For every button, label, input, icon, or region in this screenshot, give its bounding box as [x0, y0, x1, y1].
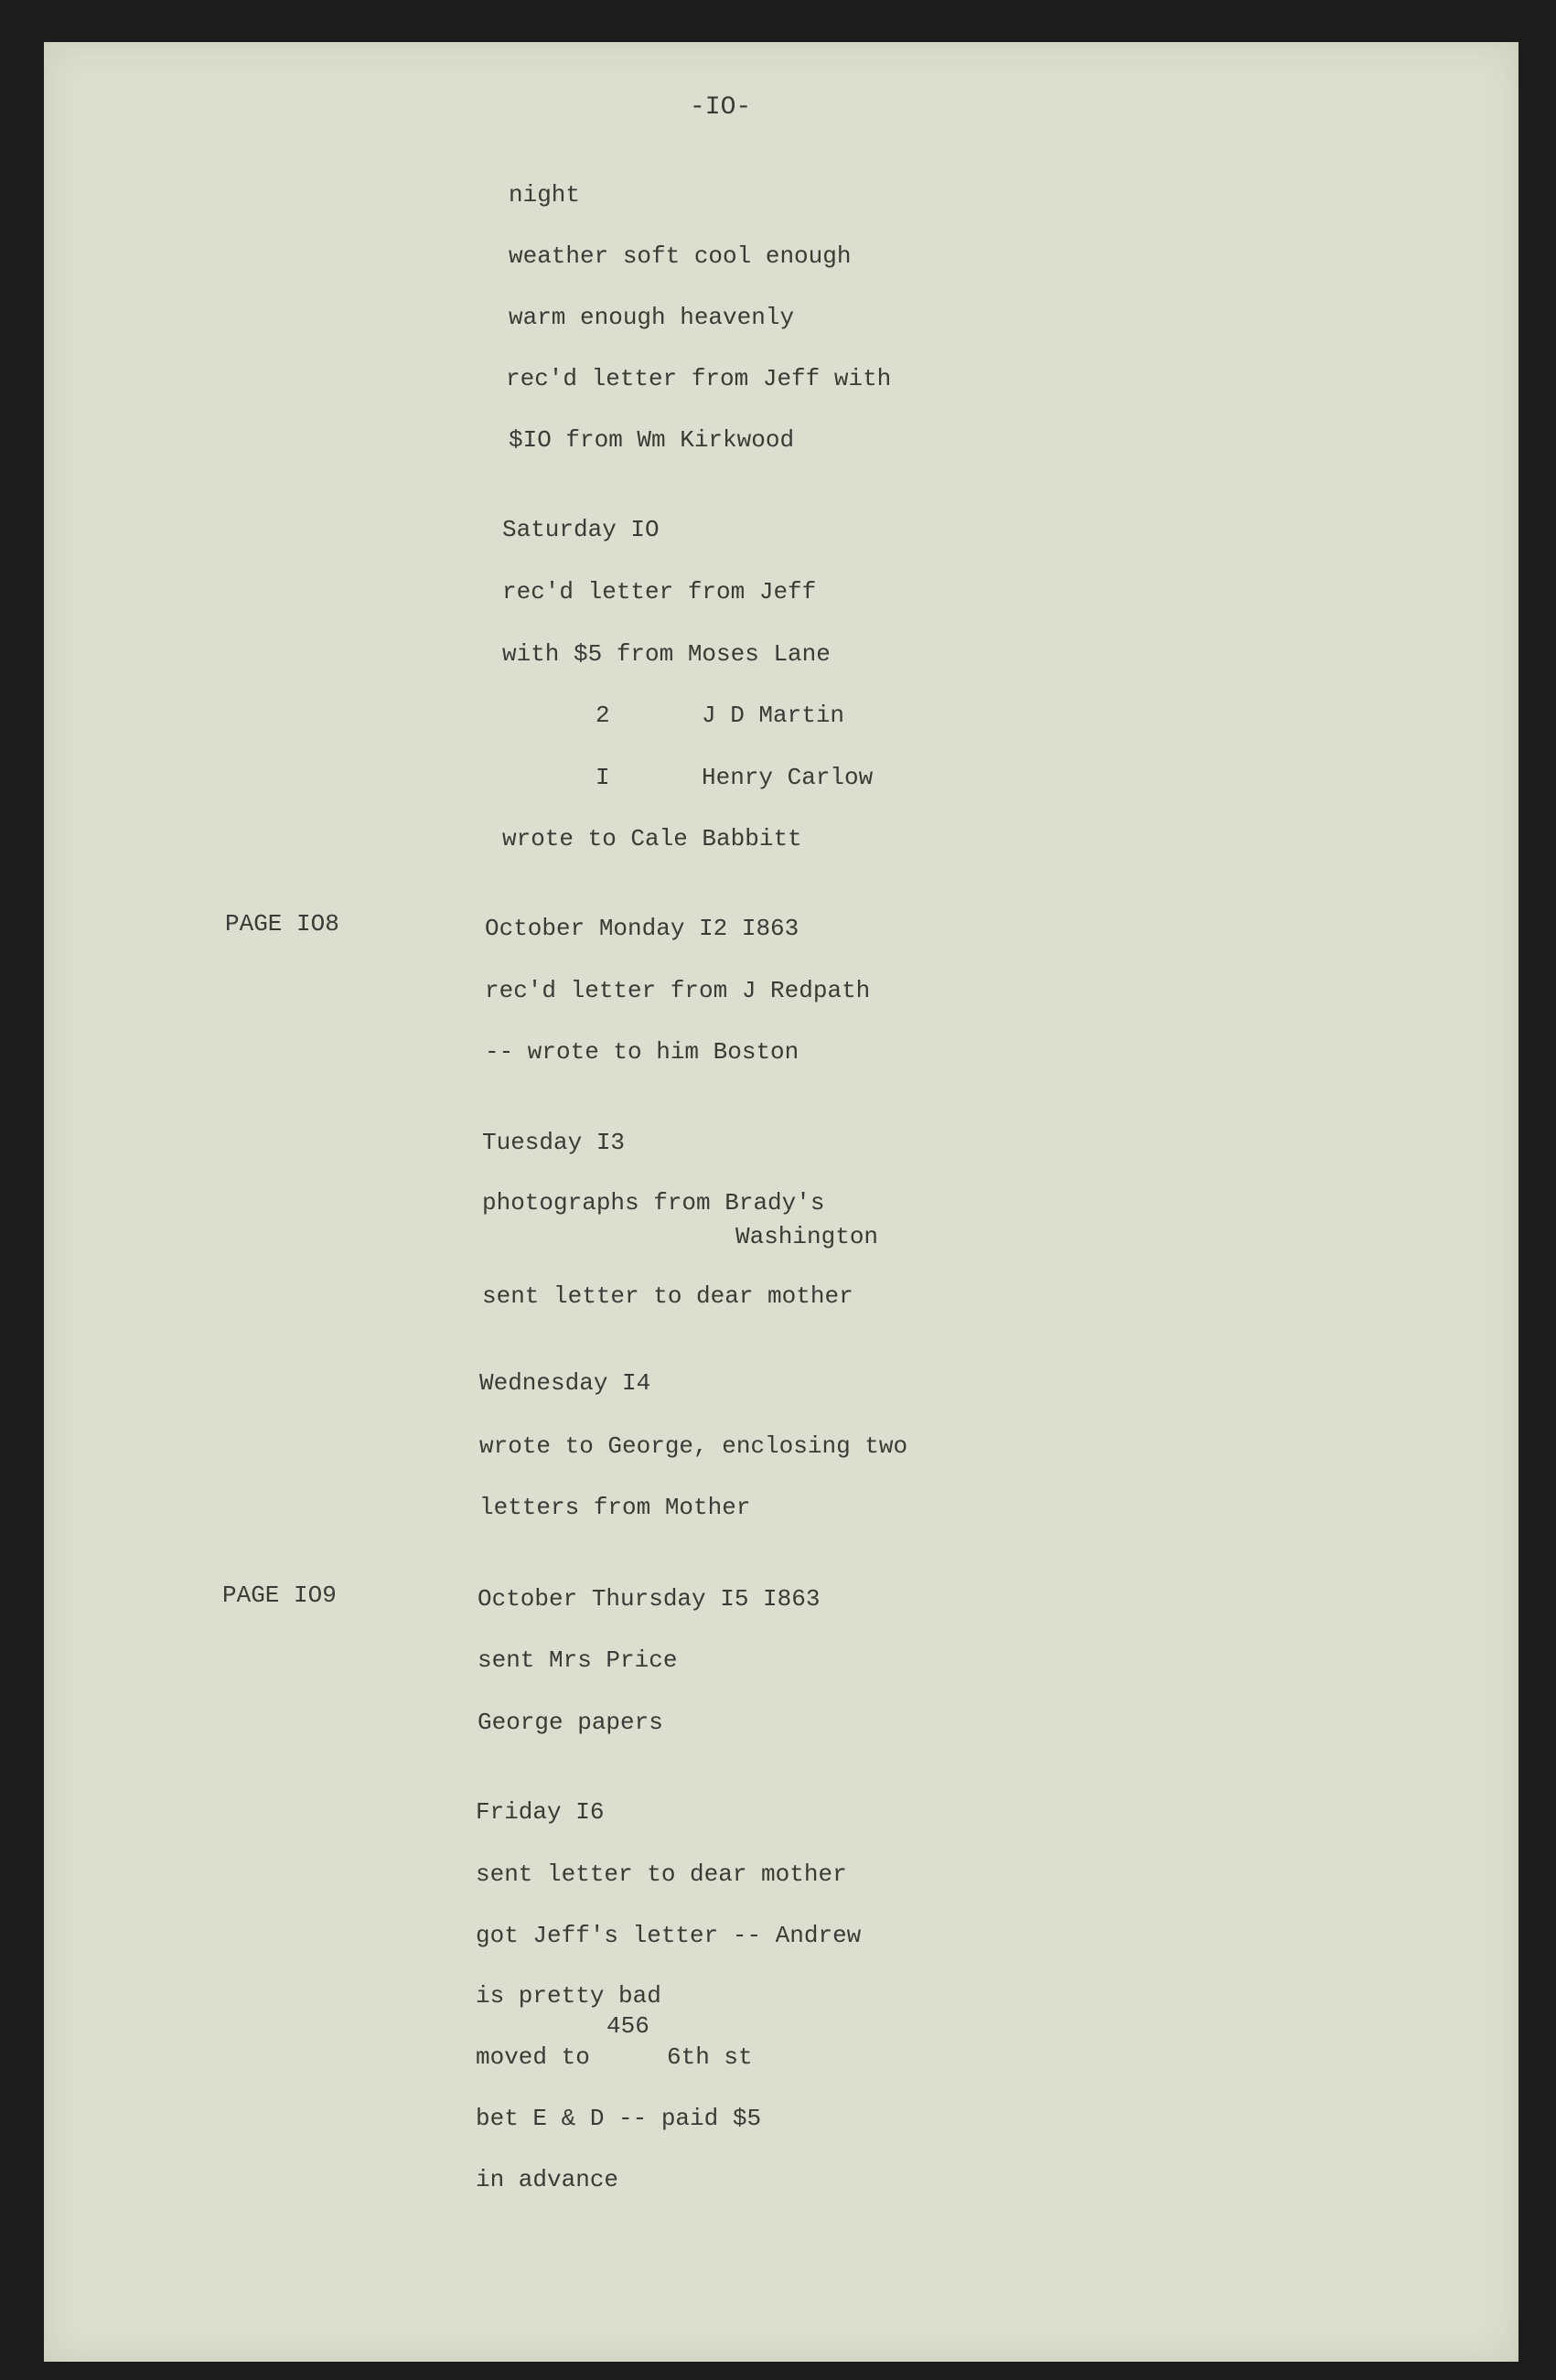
- donation-amount: I: [596, 764, 610, 791]
- entry-line: sent letter to dear mother: [476, 1860, 847, 1888]
- entry-line: wrote to George, enclosing two: [479, 1432, 908, 1460]
- entry-line: photographs from Brady's: [482, 1189, 825, 1217]
- entry-line: bet E & D -- paid $5: [476, 2105, 762, 2132]
- entry-line: is pretty bad: [476, 1982, 661, 2010]
- entry-line: -- wrote to him Boston: [485, 1038, 799, 1066]
- entry-date: October Thursday I5 I863: [478, 1585, 821, 1613]
- donation-amount: 2: [596, 702, 610, 729]
- entry-line: 6th st: [667, 2043, 753, 2071]
- entry-line: with $5 from Moses Lane: [502, 640, 831, 668]
- entry-line: Washington: [735, 1223, 879, 1250]
- donor-name: Henry Carlow: [702, 764, 874, 791]
- entry-line: George papers: [478, 1709, 663, 1736]
- entry-line: weather soft cool enough: [509, 242, 852, 270]
- entry-line: $IO from Wm Kirkwood: [509, 426, 795, 454]
- entry-line: moved to: [476, 2043, 590, 2071]
- entry-date: Wednesday I4: [479, 1369, 651, 1397]
- donor-name: J D Martin: [702, 702, 845, 729]
- entry-line: wrote to Cale Babbitt: [502, 825, 802, 852]
- entry-date: Saturday IO: [502, 516, 660, 543]
- entry-line: in advance: [476, 2166, 619, 2193]
- entry-line: sent Mrs Price: [478, 1646, 678, 1674]
- entry-line: night: [509, 181, 581, 209]
- page-number: -IO-: [690, 93, 752, 122]
- entry-line: got Jeff's letter -- Andrew: [476, 1922, 862, 1949]
- entry-line: sent letter to dear mother: [482, 1282, 853, 1310]
- entry-line: warm enough heavenly: [509, 304, 795, 331]
- entry-date: Friday I6: [476, 1798, 605, 1826]
- entry-line: rec'd letter from J Redpath: [485, 977, 871, 1004]
- entry-date: October Monday I2 I863: [485, 915, 799, 942]
- entry-date: Tuesday I3: [482, 1129, 626, 1156]
- page-label: PAGE IO9: [222, 1581, 337, 1609]
- entry-line: rec'd letter from Jeff: [502, 578, 817, 606]
- street-number-insert: 456: [606, 2012, 649, 2040]
- entry-line: rec'd letter from Jeff with: [506, 365, 892, 392]
- page-label: PAGE IO8: [225, 910, 339, 938]
- entry-line: letters from Mother: [479, 1494, 751, 1521]
